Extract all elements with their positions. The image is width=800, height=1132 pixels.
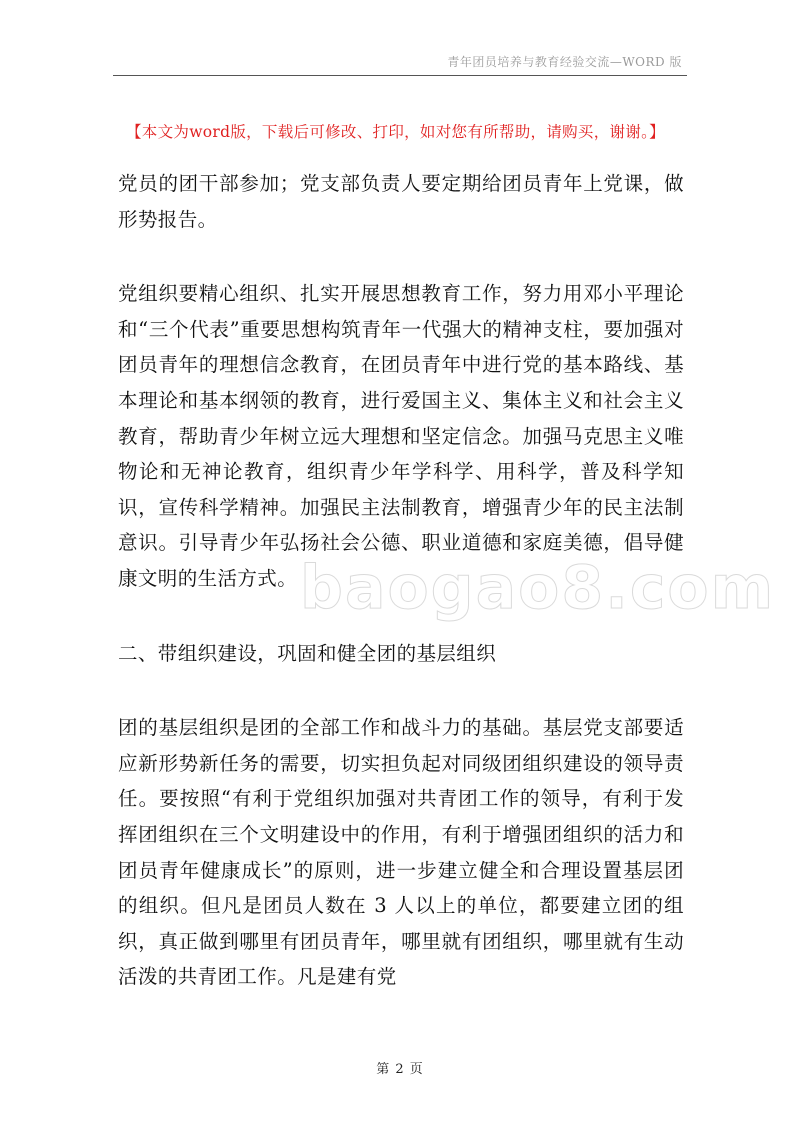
site-watermark: baogao8.com [300, 553, 776, 623]
paragraph-gap [118, 597, 684, 636]
download-notice: 【本文为word版，下载后可修改、打印，如对您有所帮助，请购买，谢谢。】 [126, 123, 665, 141]
section-heading: 二、带组织建设，巩固和健全团的基层组织 [118, 641, 497, 665]
page-number: 第 2 页 [376, 1062, 424, 1077]
document-header-title: 青年团员培养与教育经验交流—WORD 版 [447, 55, 682, 69]
paragraph-1: 党员的团干部参加；党支部负责人要定期给团员青年上党课，做形势报告。 [118, 172, 684, 231]
paragraph-gap [118, 671, 684, 710]
paragraph-2: 党组织要精心组织、扎实开展思想教育工作，努力用邓小平理论和“三个代表”重要思想构筑青年一代强大的精神支柱，要加强对团员青年的理想信念教育，在团员青年中进行党的基本路线、基本理论和基本纲领的教育，进行爱国主义、集体主义和社会主义教育，帮助青少年树立远大理想和坚定信念。加强马克思主义唯物论和无神论教育，组织青少年学科学、用科学，普及科学知识，宣传科学精神。加强民主法制教育，增强青少年的民主法制意识。引导青少年弘扬社会公德、职业道德和家庭美德，倡导健康文明的生活方式。 [118, 282, 684, 590]
paragraph-3: 团的基层组织是团的全部工作和战斗力的基础。基层党支部要适应新形势新任务的需要，切实担负起对同级团组织建设的领导责任。要按照“有利于党组织加强对共青团工作的领导，有利于发挥团组织在三个文明建设中的作用，有利于增强团组织的活力和团员青年健康成长”的原则，进一步建立健全和合理设置基层团的组织。但凡是团员人数在 3 人以上的单位，都要建立团的组织，真正做到哪里有团员青年，哪里就有团组织，哪里就有生动活泼的共青团工作。凡是建有党 [118, 716, 684, 989]
document-body [118, 166, 684, 995]
header-divider [113, 75, 687, 76]
paragraph-gap [118, 237, 684, 276]
